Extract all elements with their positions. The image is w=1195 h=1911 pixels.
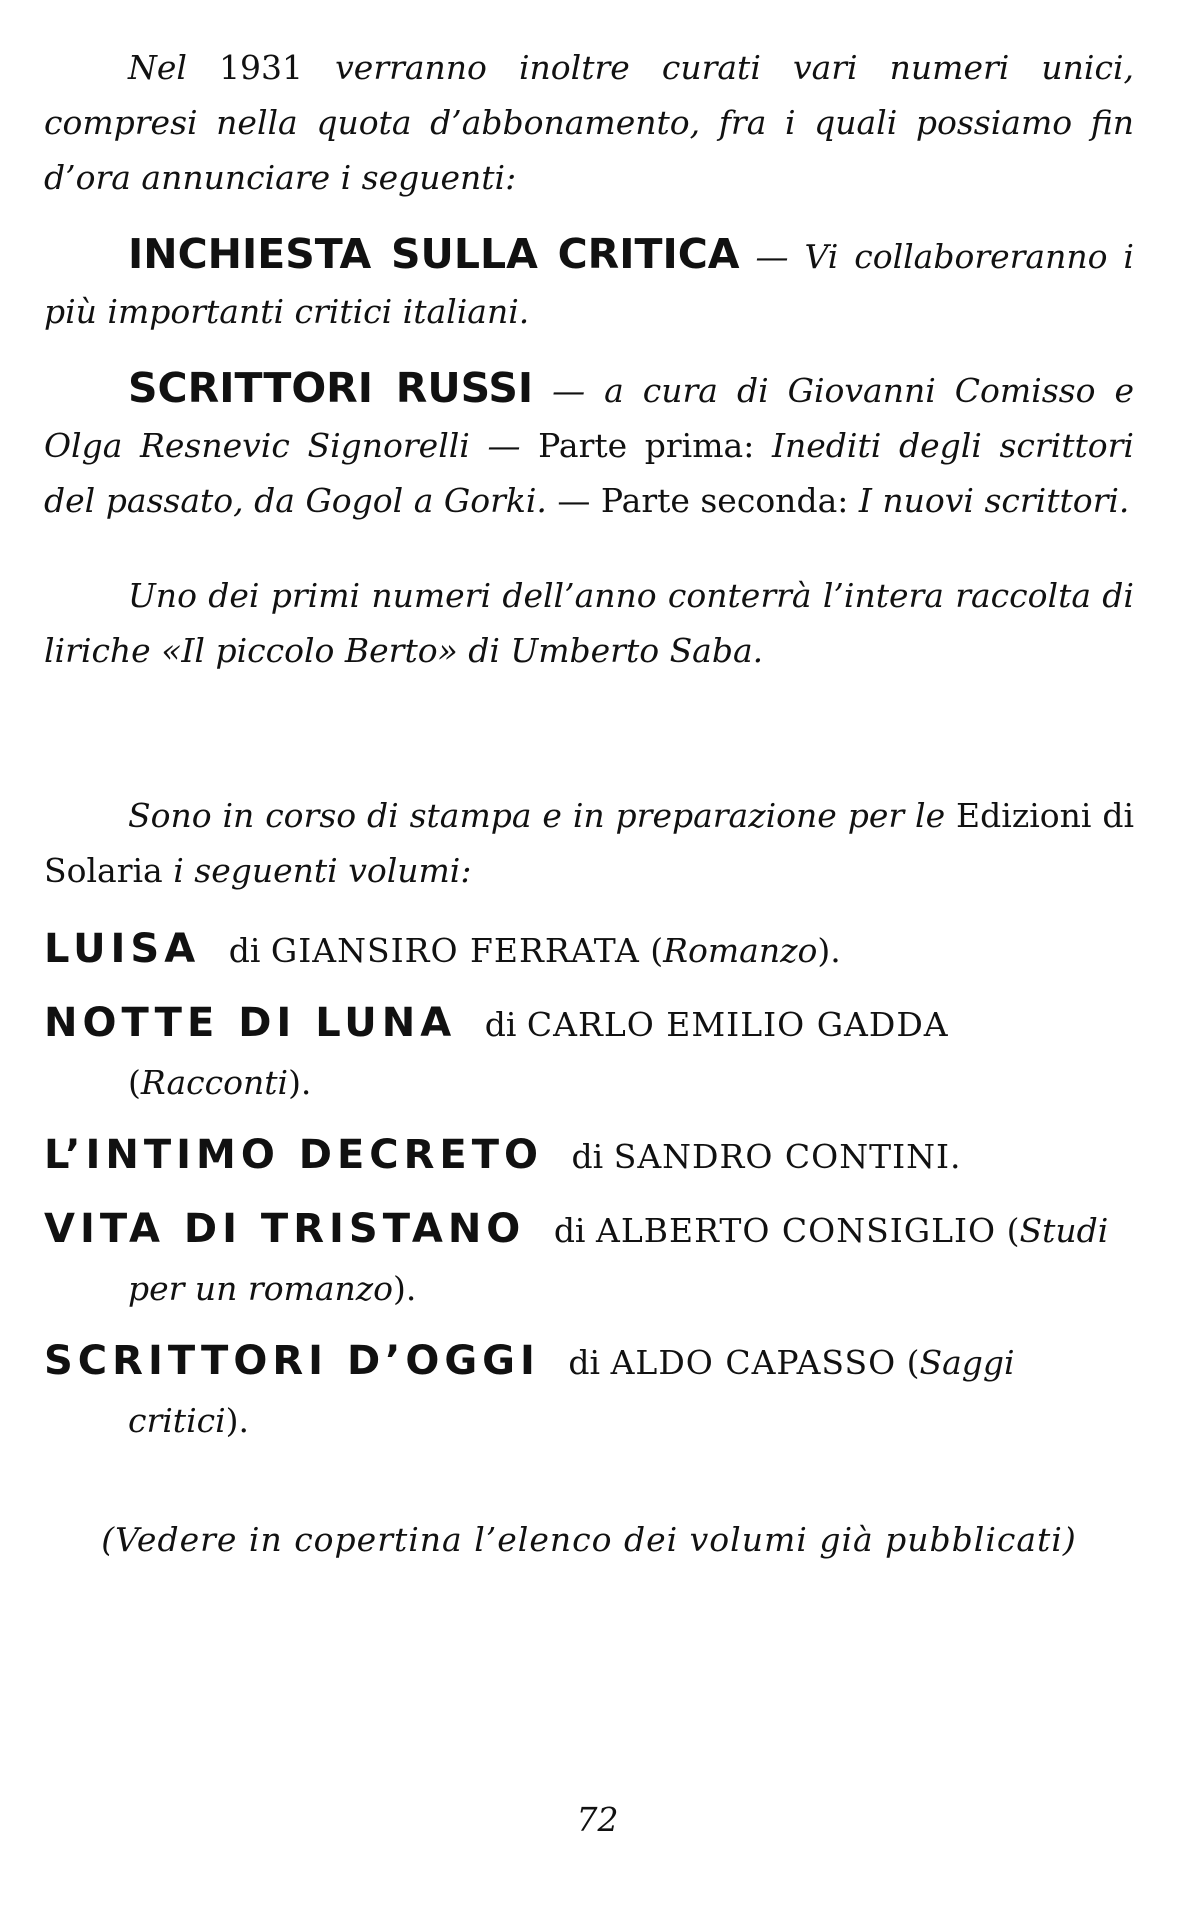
edizioni-text-2: i seguenti volumi: (173, 851, 472, 890)
inchiesta-title: INCHIESTA SULLA CRITICA (128, 230, 740, 278)
volume-title: VITA DI TRISTANO (44, 1206, 526, 1252)
closing-note: (Vedere in copertina l’elenco dei volumi già pubblicati) (101, 1520, 1077, 1559)
intro-word: Nel (128, 48, 187, 87)
russi-part2-text: I nuovi scrittori. (858, 481, 1130, 520)
volume-title: NOTTE DI LUNA (44, 1000, 457, 1046)
volume-note: Studi per un romanzo (128, 1211, 1109, 1308)
volume-di: di (568, 1343, 601, 1382)
volume-note: Romanzo (663, 931, 818, 970)
volume-author: SANDRO CONTINI. (613, 1137, 962, 1176)
saba-text: Uno dei primi numeri dell’anno conterrà l’intera raccolta di liriche «Il piccolo Berto» di Umberto Saba. (44, 576, 1134, 670)
russi-desc: — a cura di Giovanni Comisso e Olga Resnevic Signorelli — (44, 371, 1134, 465)
volume-note: Saggi critici (128, 1343, 1015, 1440)
volume-note-end: ). (288, 1063, 312, 1102)
volume-di: di (571, 1137, 604, 1176)
inchiesta-desc: — Vi collaboreranno i più importanti critici italiani. (44, 237, 1134, 331)
russi-entry (44, 361, 1134, 528)
russi-separator: — (557, 481, 591, 520)
volume-note-end: ). (225, 1401, 250, 1440)
volume-item: VITA DI TRISTANO di ALBERTO CONSIGLIO (Studi per un romanzo). (44, 1206, 1109, 1308)
volume-author: CARLO EMILIO GADDA (526, 1005, 949, 1044)
volume-note-end: ). (393, 1269, 417, 1308)
volume-author: ALBERTO CONSIGLIO (596, 1211, 997, 1250)
russi-part1-text: Inediti degli scrittori del passato, da Gogol a Gorki. (44, 426, 1134, 520)
intro-text: verranno inoltre curati vari numeri unici, compresi nella quota d’abbonamento, fra i quali possiamo fin d’ora annunciare i seguenti: (44, 48, 1135, 197)
volume-note-end: ). (817, 931, 841, 970)
volume-author: ALDO CAPASSO (610, 1343, 897, 1382)
volume-author: GIANSIRO FERRATA (270, 931, 640, 970)
volume-item: NOTTE DI LUNA di CARLO EMILIO GADDA (Racconti). (44, 1000, 949, 1102)
volume-di: di (484, 1005, 517, 1044)
intro-year: 1931 (219, 48, 304, 87)
volume-di: di (228, 931, 261, 970)
edizioni-text-1: Sono in corso di stampa e in preparazione per le (128, 796, 946, 835)
intro-paragraph (44, 40, 1134, 205)
russi-title: SCRITTORI RUSSI (128, 364, 534, 412)
saba-paragraph (44, 568, 1134, 678)
russi-part2-label: Parte seconda: (600, 481, 849, 520)
edizioni-paragraph (44, 788, 1134, 898)
volume-item: LUISA di GIANSIRO FERRATA (Romanzo). (44, 926, 841, 972)
inchiesta-entry (44, 227, 1134, 339)
volume-title: LUISA (44, 926, 201, 972)
volume-item (44, 1126, 1134, 1186)
russi-part1-label: Parte prima: (538, 426, 755, 465)
page-body (44, 40, 1134, 1559)
volume-item: SCRITTORI D’OGGI di ALDO CAPASSO (Saggi critici). (44, 1338, 1015, 1440)
page-number: 72 (576, 1800, 619, 1839)
volume-list (44, 920, 1134, 1450)
volume-note: Racconti (140, 1063, 289, 1102)
volume-title: L’INTIMO DECRETO (44, 1132, 544, 1178)
volume-title: SCRITTORI D’OGGI (44, 1338, 540, 1384)
volume-di: di (553, 1211, 586, 1250)
edizioni-publisher: Edizioni di Solaria (44, 796, 1135, 890)
